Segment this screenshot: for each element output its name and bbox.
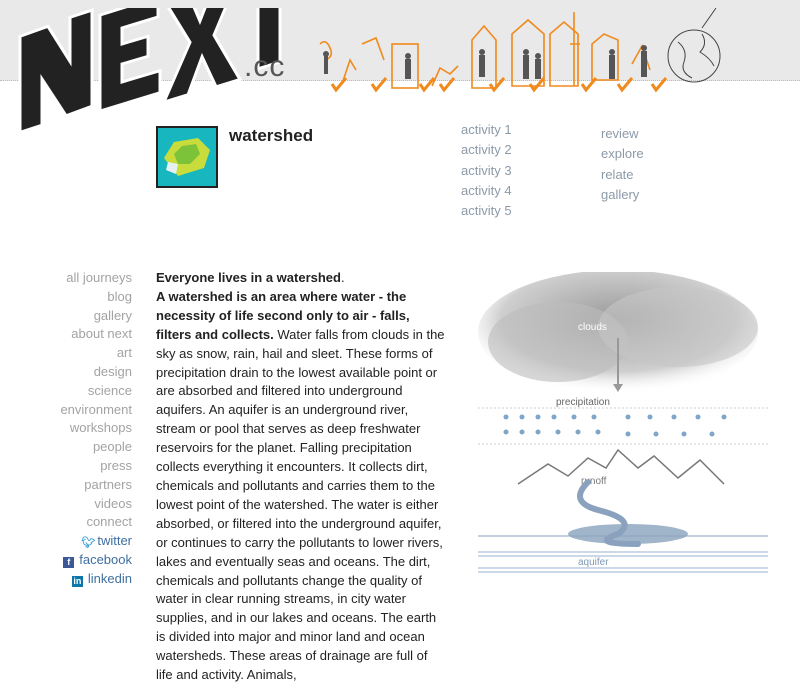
intro-paragraph [156, 269, 446, 288]
rain-drops [504, 415, 727, 437]
gallery-link[interactable]: gallery [601, 186, 640, 202]
sidebar-item-press[interactable]: press [100, 457, 132, 473]
definition-text: A watershed is an area where water - the necessity of life second only to air - falls, filters and collects. [156, 288, 410, 342]
body-text: Water falls from clouds in the sky as snow, rain, hail and sleet. These forms of precipitation drain to the lowest available point or are absorbed and filtered into underground aquifers. An aquifer is an underground river, stream or pool that serves as deep freshwater reservoirs for the planet. Falling precipitation collects everything it encounters. It collects dirt, chemicals and pollutants and carries them to the lowest point of the watershed. The water is either absorbed, or filtered into the underground aquifer, or continues to carry the pollutants to lower rivers, lakes and eventually seas and oceans. The dirt, chemicals and pollutants change the quality of water in clear running streams, in city water supplies, and in our lakes and oceans. The earth is divided into major and minor land and ocean watersheds. These areas of drainage are full of life and activity. Animals, [156, 326, 445, 683]
explore-link[interactable]: explore [601, 146, 644, 162]
relate-link[interactable]: relate [601, 166, 634, 182]
twitter-label: twitter [97, 533, 132, 549]
sidebar-item-about-next[interactable]: about next [71, 326, 132, 342]
page-title: watershed [229, 126, 314, 145]
sidebar-item-workshops[interactable]: workshops [69, 420, 132, 436]
sidebar-item-gallery[interactable]: gallery [93, 307, 132, 323]
sidebar-item-all-journeys[interactable]: all journeys [66, 270, 132, 285]
facebook-link[interactable] [60, 551, 132, 570]
facebook-icon: f [63, 557, 74, 568]
activity-4-link[interactable]: activity 4 [461, 182, 512, 198]
lead-period: . [340, 270, 345, 285]
activity-3-link[interactable]: activity 3 [461, 162, 512, 178]
linkedin-icon: in [73, 575, 82, 586]
clouds-label: clouds [578, 322, 607, 333]
activity-5-link[interactable]: activity 5 [461, 203, 512, 219]
runoff-label: runoff [581, 476, 607, 487]
twitter-link[interactable] [60, 532, 132, 551]
sidebar-item-environment[interactable]: environment [60, 401, 132, 417]
linkedin-label: linkedin [87, 570, 132, 586]
section-nav [601, 124, 644, 205]
main-content [156, 269, 446, 685]
activity-1-link[interactable]: activity 1 [461, 122, 512, 137]
activity-nav [461, 120, 512, 221]
lake-shape [568, 524, 688, 544]
sidebar-item-science[interactable]: science [87, 382, 132, 398]
linkedin-link[interactable] [60, 570, 132, 589]
sidebar-item-videos[interactable]: videos [94, 495, 132, 511]
sidebar-item-connect[interactable]: connect [86, 514, 132, 530]
sidebar-item-people[interactable]: people [92, 439, 132, 455]
sidebar-item-blog[interactable]: blog [107, 288, 132, 304]
sidebar-item-art[interactable]: art [116, 345, 132, 361]
sidebar [60, 269, 132, 589]
twitter-icon: 🐦︎ [81, 537, 96, 550]
activity-2-link[interactable]: activity 2 [461, 142, 512, 158]
watershed-diagram [478, 272, 768, 582]
terrain-map-icon [158, 128, 216, 186]
body-paragraph [156, 288, 446, 685]
review-link[interactable]: review [601, 126, 639, 141]
mountain-range [518, 450, 724, 484]
sidebar-item-design[interactable]: design [93, 363, 132, 379]
precipitation-label: precipitation [556, 397, 610, 408]
facebook-label: facebook [79, 551, 132, 567]
watershed-thumbnail[interactable] [156, 126, 218, 188]
logo-suffix: .cc [244, 50, 286, 83]
sidebar-item-partners[interactable]: partners [84, 476, 132, 492]
skyline-illustration [312, 4, 730, 94]
lead-sentence: Everyone lives in a watershed [156, 270, 341, 285]
aquifer-label: aquifer [578, 557, 609, 568]
